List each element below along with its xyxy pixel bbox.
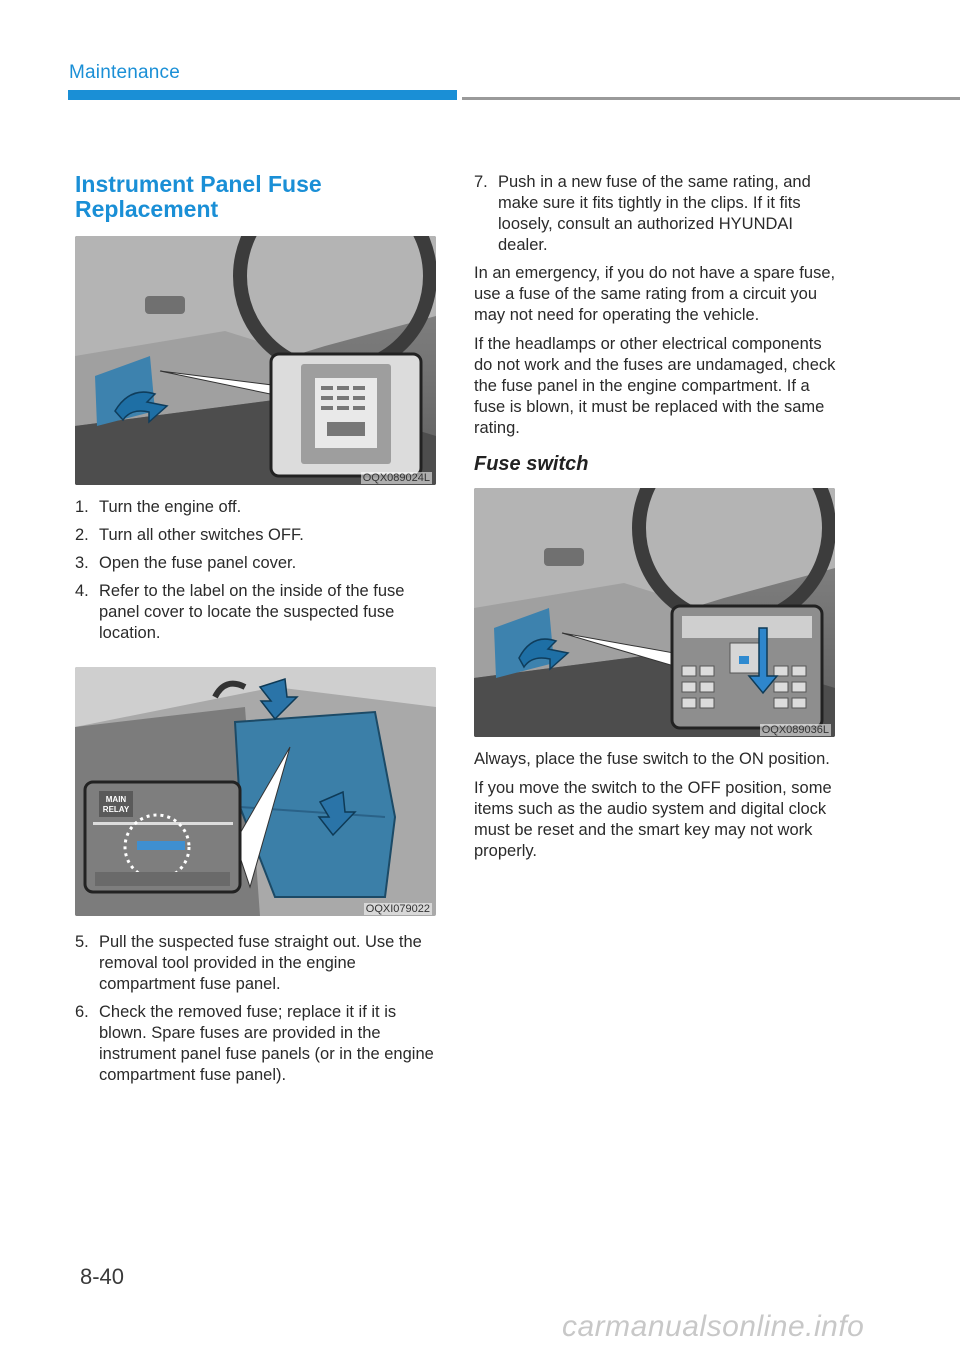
steps-list [75,497,437,644]
figure-caption: OQX089036L [761,724,829,736]
list-item [75,553,437,574]
figure-dashboard-fuse-cover [75,236,436,485]
step-number: 4. [75,582,89,600]
fuse-switch-illustration [474,488,835,737]
step-number: 7. [474,173,488,191]
heading-line-1: Instrument Panel Fuse [75,171,322,197]
paragraph: If the headlamps or other electrical components do not work and the fuses are undamaged, check the fuse panel in the engine compartment. If a fuse is blown, it must be replaced with the same rating. [474,335,836,437]
right-column [474,172,836,870]
step-number: 1. [75,498,89,516]
step-text: Pull the suspected fuse straight out. Use the removal tool provided in the engine compartment fuse panel. [99,933,422,993]
relay-label-main: MAIN [105,795,127,804]
figure-fuse-panel-cover-label [75,667,436,916]
section-title: Maintenance [69,62,180,83]
step-number: 2. [75,526,89,544]
list-item [75,525,437,546]
steps-list [75,932,437,1086]
step-text: Turn all other switches OFF. [99,526,304,544]
list-item [474,172,836,256]
step-number: 6. [75,1003,89,1021]
list-item [75,581,437,644]
paragraph: Always, place the fuse switch to the ON position. [474,750,830,768]
list-item [75,497,437,518]
watermark: carmanualsonline.info [562,1310,865,1343]
left-column [75,172,437,1093]
page-number: 8-40 [80,1264,125,1289]
section-heading [75,172,437,222]
fuse-cover-illustration [75,667,436,916]
header-rule-accent [68,90,457,100]
step-number: 3. [75,554,89,572]
relay-label-sub: RELAY [102,805,130,814]
step-text: Check the removed fuse; replace it if it is blown. Spare fuses are provided in the instrument panel fuse panels (or in the engine compartment fuse panel). [99,1003,434,1084]
subsection-heading: Fuse switch [474,453,589,475]
figure-caption: OQX089024L [362,472,430,484]
paragraph: In an emergency, if you do not have a spare fuse, use a fuse of the same rating from a circuit you may not need for operating the vehicle. [474,264,836,324]
figure-fuse-switch [474,488,835,737]
heading-line-2: Replacement [75,196,219,222]
step-text: Turn the engine off. [99,498,242,516]
header-rule [462,97,960,100]
step-number: 5. [75,933,89,951]
figure-caption: OQXI079022 [365,903,430,915]
list-item [75,1002,437,1086]
dashboard-illustration [75,236,436,485]
step-text: Push in a new fuse of the same rating, and make sure it fits tightly in the clips. If it fits loosely, consult an authorized HYUNDAI dealer. [498,173,811,254]
list-item [75,932,437,995]
step-text: Open the fuse panel cover. [99,554,297,572]
paragraph: If you move the switch to the OFF position, some items such as the audio system and digital clock must be reset and the smart key may not work properly. [474,779,832,860]
step-text: Refer to the label on the inside of the fuse panel cover to locate the suspected fuse location. [99,582,405,642]
steps-list [474,172,836,256]
